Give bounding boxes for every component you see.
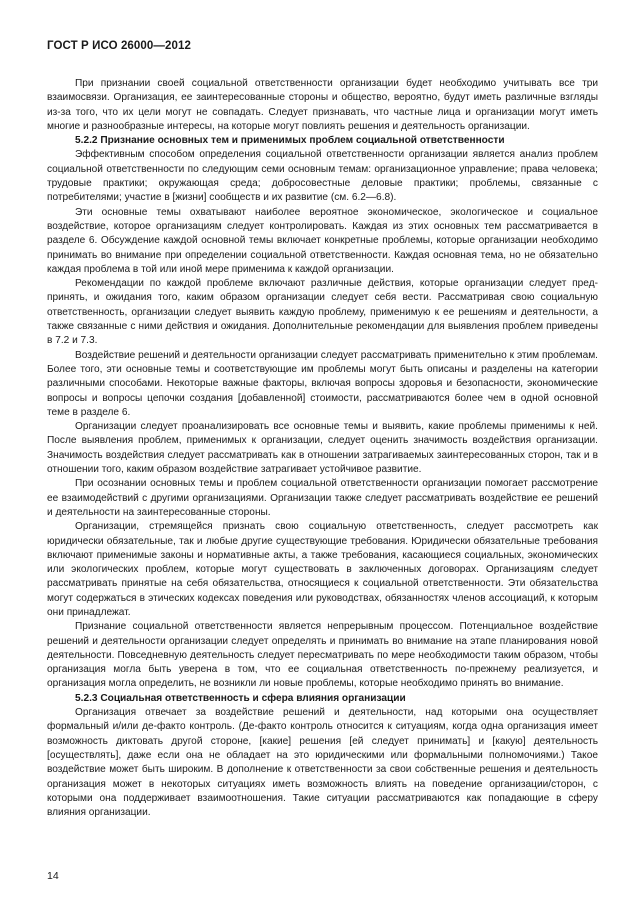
section-heading: 5.2.3 Социальная ответственность и сфера влияния организации [75, 692, 406, 704]
document-header: ГОСТ Р ИСО 26000—2012 [47, 40, 192, 52]
section-heading: 5.2.2 Признание основных тем и применимых проблем социальной ответственности [75, 135, 505, 147]
paragraph: Организации следует проанализировать все основные темы и выявить, какие проблемы применимы к ней. После выявления проблем, применимых к организации, следует оценить значимость воздействия организации. Значимость воздействия следует рассматривать как в отношении затрагиваемых заинтересованных сторон, так и в отношении того, каким образом воздействие затрагивает устойчивое развитие. [47, 421, 598, 476]
paragraph: Эффективным способом определения социальной ответственности организации является анализ проблем социальной ответственности по следующим семи основным темам: организационное управление; права человека; трудовые практики; окружающая среда; добросовестные деловые практики; проблемы, связанные с потребителями; участие в [жизни] сообществ и их развитие (см. 6.2—6.8). [47, 149, 598, 204]
paragraph: Рекомендации по каждой проблеме включают различные действия, которые организации следует предпринять, и ожидания того, каким образом организации следует себя вести. Рассматривая свою социальную ответственность, организации следует выявить каждую проблему, применимую к ее решениям и деятельности, а также связанные с ними действия и ожидания. Дополнительные рекомендации для выявления проблем приведены в 7.2 и 7.3. [47, 278, 598, 347]
paragraph: Воздействие решений и деятельности организации следует рассматривать применительно к этим проблемам. Более того, эти основные темы и соответствующие им проблемы могут быть описаны и разделены на категории различными способами. Некоторые важные факторы, включая вопросы здоровья и безопасности, экономические вопросы и вопросы цепочки создания [добавленной] стоимости, рассматриваются более чем в одной основной теме в разделе 6. [47, 349, 598, 418]
paragraph: Эти основные темы охватывают наиболее вероятное экономическое, экологическое и социальное воздействие, которое организациям следует контролировать. Каждая из этих основных тем рассматривается в разделе 6. Обсуждение каждой основной темы включает конкретные проблемы, которые организации необходимо принимать во внимание при определении социальной ответственности. Каждая основная тема, но не обязательно каждая проблема в той или иной мере применима к каждой организации. [47, 206, 598, 275]
document-body [47, 77, 598, 820]
paragraph: При признании своей социальной ответственности организации будет необходимо учитывать все три взаимосвязи. Организация, ее заинтересованные стороны и общество, вероятно, будут иметь различные взгляды из-за того, что их цели могут не совпадать. Следует признавать, что частные лица и организации могут иметь многие и разнообразные интересы, на которые могут повлиять решения и деятельность организации. [47, 78, 598, 132]
paragraph: Организации, стремящейся признать свою социальную ответственность, следует рассмотреть как юридически обязательные, так и любые другие существующие требования. Юридически обязательные требования включают применимые законы и нормативные акты, а также требования, касающиеся социальных, экономических или экологических проблем, которые могут существовать в заключенных договорах. Организациям следует рассматривать принятые на себя обязательства, относящиеся к социальной ответственности. Эти обязательства могут содержаться в этических кодексах поведения или руководствах, обязанностях членов ассоциаций, к которым они принадлежат. [47, 521, 598, 618]
paragraph: При осознании основных темы и проблем социальной ответственности организации помогает рассмотрение ее взаимодействий с другими организациями. Организации также следует рассматривать воздействие ее решений и деятельности на заинтересованные стороны. [47, 478, 598, 518]
paragraph: Организация отвечает за воздействие решений и деятельности, над которыми она осуществляет формальный и/или де-факто контроль. (Де-факто контроль относится к ситуациям, когда одна организация имеет возможность диктовать другой стороне, [какие] решения [ей следует принимать] и [какую] деятельность [осуществлять], даже если она не обладает на это юридическими или формальными полномочиями.) Такое воздействие может быть широким. В дополнение к ответственности за свои собственные решения и деятельность организация может в некоторых ситуациях иметь возможность влиять на поведение организации/сторон, с которыми она поддерживает взаимоотношения. Такие ситуации рассматриваются как попадающие в сферу влияния организации. [47, 707, 598, 819]
paragraph: Признание социальной ответственности является непрерывным процессом. Потенциальное воздействие решений и деятельности организации следует определять и принимать во внимание на этапе планирования новой деятельности. Повседневную деятельность следует пересматривать по мере необходимости таким образом, чтобы организация могла быть уверена в том, что ее социальная ответственность по-прежнему реализуется, и организация могла определить, не возникли ли новые проблемы, которые необходимо принять во внимание. [47, 621, 598, 690]
page-number: 14 [47, 870, 59, 882]
